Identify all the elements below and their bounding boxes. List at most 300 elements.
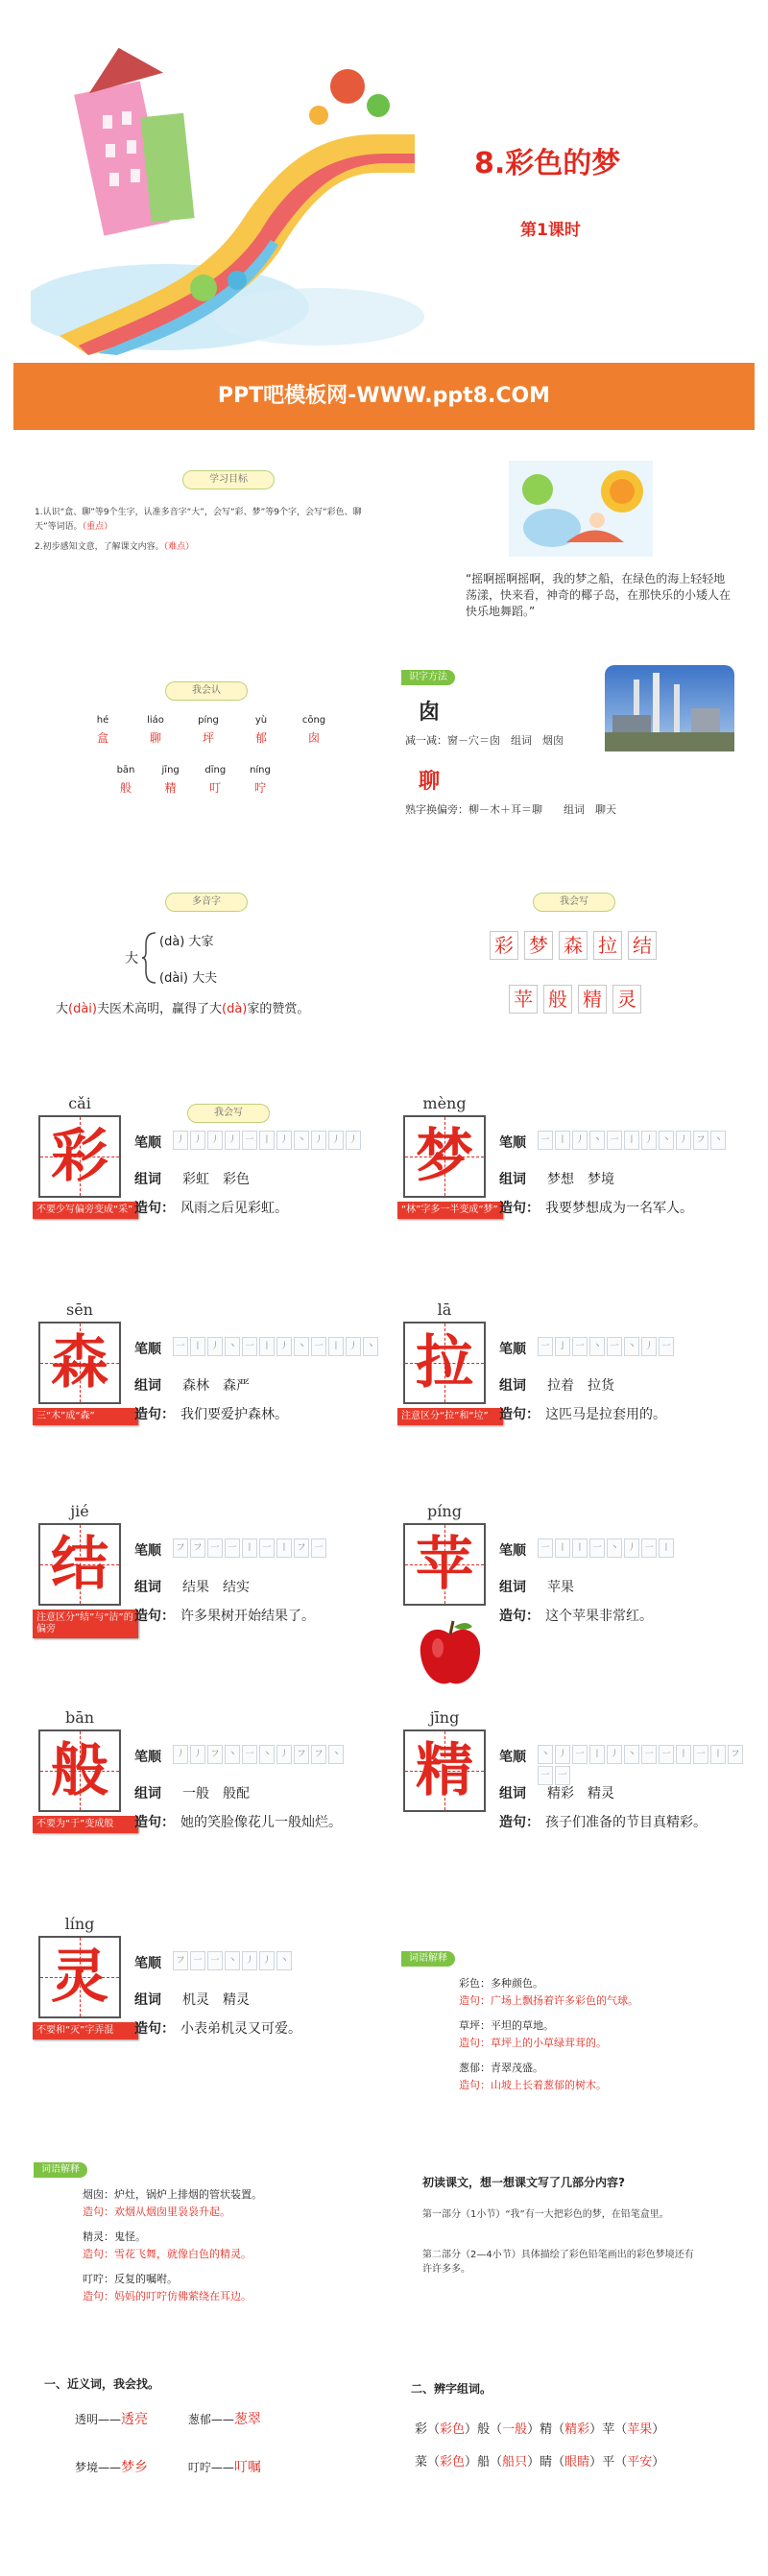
stroke-order-label: 笔顺 (499, 1543, 526, 1559)
stroke-step: 一 (225, 1538, 240, 1558)
stroke-step: 一 (555, 1766, 570, 1785)
stroke-step: 丿 (276, 1745, 292, 1764)
char-card (403, 1729, 486, 1812)
ps-e: 家的赞赏。 (247, 1002, 310, 1016)
stroke-step: 一 (607, 1131, 622, 1150)
stroke-step: 一 (572, 1745, 588, 1764)
stroke-step: 丿 (624, 1538, 639, 1558)
char-pinyin: líng (64, 1915, 95, 1933)
sentence-label: 造句： (499, 1407, 540, 1422)
words-value: 森林 森严 (182, 1378, 250, 1394)
stroke-step: 一 (207, 1538, 223, 1558)
char-glyph: 苹 (416, 1531, 473, 1598)
sentence-value: 我要梦想成为一名军人。 (545, 1201, 693, 1216)
write-box: 结 (628, 931, 657, 960)
char-pinyin: jīng (429, 1708, 460, 1727)
goals-tag: 学习目标 (182, 470, 275, 489)
char-note: 不要为“于”变成般 (33, 1816, 138, 1833)
explain-item (83, 2271, 371, 2305)
goals-line1-note: （重点） (82, 522, 113, 532)
recognize-pinyin: yù (254, 715, 268, 726)
char-pinyin: sēn (66, 1300, 93, 1319)
explain2-list (83, 2186, 371, 2313)
char-pinyin: píng (427, 1502, 462, 1520)
stroke-step: 丶 (276, 1951, 292, 1970)
stroke-step: 丶 (294, 1131, 309, 1150)
stroke-order (173, 1745, 384, 1766)
char-note: “林”字多一半变成“梦” (397, 1202, 503, 1219)
words-value: 拉着 拉货 (547, 1378, 614, 1394)
explain1-tag: 词语解释 (401, 1951, 455, 1967)
goals-line2-text: 2.初步感知文意，了解课文内容。 (35, 542, 164, 552)
recognize-char: 叮 (209, 781, 222, 795)
char-slide-2 (38, 1291, 384, 1483)
lesson-subtitle: 第1课时 (520, 221, 581, 240)
explain-example: 造句：妈妈的叮咛仿佛萦绕在耳边。 (83, 2290, 252, 2302)
ex2-word: 精彩 (564, 2422, 590, 2437)
polyphone-p2: (dài) 大夫 (159, 971, 218, 986)
stroke-step: 一 (607, 1337, 622, 1356)
stroke-order (538, 1538, 749, 1560)
goals-line2 (35, 540, 371, 555)
stroke-order-label: 笔顺 (134, 1543, 161, 1559)
ex1-row1 (75, 2409, 261, 2428)
words-value: 苹果 (547, 1580, 574, 1595)
write-box: 灵 (612, 985, 641, 1014)
explain-term: 草坪： (459, 2019, 491, 2032)
char-note: 不要和“灭”字弄混 (33, 2022, 138, 2039)
method-tag: 识字方法 (401, 670, 455, 685)
words-label: 组词 (499, 1786, 526, 1801)
explain-def: 反复的嘱咐。 (114, 2273, 178, 2285)
stroke-step: 丨 (276, 1538, 292, 1558)
method-line2: 熟字换偏旁：柳－木＋耳＝聊 组词 聊天 (405, 803, 616, 816)
explain-term: 叮咛： (83, 2273, 114, 2285)
write-box: 精 (578, 985, 607, 1014)
ex2-char: 般 (477, 2422, 491, 2437)
recognize-char: 般 (119, 781, 132, 795)
explain-term: 精灵： (83, 2230, 114, 2243)
reading-title: 初读课文，想一想课文写了几部分内容? (422, 2176, 625, 2189)
sentence-value: 许多果树开始结果了。 (180, 1609, 315, 1624)
stroke-step: 丿 (190, 1131, 205, 1150)
sentence-value: 这匹马是拉套用的。 (545, 1407, 666, 1422)
stroke-step: 丨 (328, 1337, 344, 1356)
stroke-step: 丶 (328, 1745, 344, 1764)
polyphone-p1: (dà) 大家 (159, 935, 214, 949)
stroke-order (173, 1337, 384, 1358)
banner-text: PPT吧模板网-WWW.ppt8.COM (217, 384, 551, 408)
words-value: 机灵 精灵 (182, 1992, 250, 2008)
stroke-step: 丶 (589, 1337, 605, 1356)
explain-item (459, 2017, 747, 2052)
stroke-step: 一 (242, 1745, 257, 1764)
ex1-d-label: 叮咛—— (187, 2461, 234, 2474)
stroke-step: 一 (589, 1538, 605, 1558)
ex1-c-label: 梦境—— (75, 2461, 122, 2474)
stroke-step: 丨 (624, 1131, 639, 1150)
stroke-step: 丶 (294, 1337, 309, 1356)
chimney-photo (605, 665, 734, 751)
stroke-step: フ (728, 1745, 743, 1764)
stroke-step: 丶 (225, 1745, 240, 1764)
char-card (38, 1729, 121, 1812)
stroke-step: 丨 (190, 1337, 205, 1356)
ex2-char: 睛 (540, 2455, 553, 2469)
ex1-row2 (75, 2457, 261, 2476)
words-label: 组词 (134, 1378, 161, 1394)
recognize-char: 盒 (96, 731, 108, 745)
stroke-step: 一 (572, 1337, 588, 1356)
stroke-order (173, 1131, 384, 1152)
stroke-order (173, 1951, 384, 1972)
stroke-step: 一 (259, 1538, 275, 1558)
polyphone-brace (142, 931, 157, 985)
char-note: 注意区分“结”与“洁”的偏旁 (33, 1610, 138, 1638)
char-card (403, 1523, 486, 1606)
stroke-step: 丶 (538, 1745, 553, 1764)
sentence-label: 造句： (499, 1815, 540, 1830)
words-label: 组词 (134, 1580, 161, 1595)
char-card (38, 1115, 121, 1198)
char-slide-8 (38, 1905, 384, 2097)
explain-term: 葱郁： (459, 2062, 491, 2074)
stroke-step: 丿 (311, 1131, 326, 1150)
char-card (38, 1523, 121, 1606)
words-value: 一般 般配 (182, 1786, 250, 1801)
sentence-value: 她的笑脸像花儿一般灿烂。 (180, 1815, 342, 1830)
char-glyph: 精 (416, 1737, 473, 1804)
stroke-step: 一 (190, 1951, 205, 1970)
char-card (403, 1322, 486, 1404)
char-glyph: 拉 (416, 1329, 473, 1396)
polyphone-sentence (56, 998, 309, 1016)
sentence-label: 造句： (134, 1609, 175, 1624)
char-slide-5 (403, 1492, 749, 1684)
stroke-step: 一 (538, 1538, 553, 1558)
reading-p1: 第一部分（1小节）“我”有一大把彩色的梦，在铅笔盒里。 (422, 2209, 669, 2220)
sentence-value: 孩子们准备的节目真精彩。 (545, 1815, 707, 1830)
explain-example: 造句：欢烟从烟囱里袅袅升起。 (83, 2206, 230, 2218)
stroke-step: 丿 (641, 1131, 657, 1150)
sentence-label: 造句： (499, 1609, 540, 1624)
recognize-char: 囱 (307, 731, 320, 745)
explain-def: 鬼怪。 (114, 2230, 146, 2243)
char-slide-6 (38, 1699, 384, 1891)
recognize-pinyin: níng (250, 765, 271, 775)
stroke-step: 丨 (710, 1745, 726, 1764)
write-box: 彩 (490, 931, 518, 960)
recognize-pinyin: dīng (204, 765, 227, 775)
stroke-order-label: 笔顺 (134, 1750, 161, 1765)
stroke-step: 丶 (624, 1745, 639, 1764)
char-pinyin: mèng (422, 1094, 467, 1112)
ex2-char: 平 (602, 2455, 615, 2469)
stroke-step: 丶 (624, 1337, 639, 1356)
char-note: 注意区分“拉”和“垃” (397, 1408, 503, 1425)
stroke-step: 丨 (659, 1538, 674, 1558)
write-box: 拉 (593, 931, 622, 960)
stroke-step: 丿 (207, 1131, 223, 1150)
ex2-grid (415, 2414, 664, 2479)
explain-term: 彩色： (459, 1977, 491, 1990)
stroke-step: 丿 (173, 1131, 188, 1150)
char-slide-7 (403, 1699, 749, 1891)
stroke-step: フ (173, 1951, 188, 1970)
stroke-step: 丿 (276, 1131, 292, 1150)
stroke-step: 一 (538, 1766, 553, 1785)
stroke-order-label: 笔顺 (134, 1956, 161, 1971)
stroke-step: 一 (207, 1951, 223, 1970)
stroke-step: 丿 (346, 1337, 361, 1356)
words-label: 组词 (134, 1992, 161, 2008)
stroke-order (538, 1745, 749, 1780)
write-row1 (490, 931, 662, 960)
stroke-step: 丿 (173, 1745, 188, 1764)
reading-p2: 第二部分（2—4小节）具体描绘了彩色铅笔画出的彩色梦境还有许许多多。 (422, 2250, 694, 2275)
ex1-b-label: 葱郁—— (187, 2413, 234, 2426)
stroke-step: フ (311, 1745, 326, 1764)
explain-example: 造句：雪花飞舞，就像白色的精灵。 (83, 2248, 252, 2260)
char-glyph: 般 (51, 1737, 108, 1804)
write-box: 森 (559, 931, 588, 960)
sentence-label: 造句： (134, 1815, 175, 1830)
write-row2 (509, 985, 647, 1014)
write-box: 苹 (509, 985, 538, 1014)
recognize-char: 咛 (253, 781, 266, 795)
stroke-step: 丶 (225, 1951, 240, 1970)
recognize-pinyin: bān (116, 765, 135, 775)
char-card (403, 1115, 486, 1198)
stroke-step: 丿 (207, 1337, 223, 1356)
char-pinyin: bān (64, 1708, 95, 1727)
ex1-a-value: 透亮 (121, 2412, 149, 2427)
sentence-value: 我们要爱护森林。 (180, 1407, 288, 1422)
stroke-step: 丨 (555, 1538, 570, 1558)
site-banner (13, 363, 755, 430)
stroke-order (173, 1538, 384, 1560)
char-pinyin: lā (437, 1300, 452, 1319)
ps-a: 大 (56, 1002, 69, 1016)
ps-d: (dà) (222, 1002, 248, 1016)
words-label: 组词 (499, 1172, 526, 1187)
stroke-step: 一 (659, 1745, 674, 1764)
stroke-order-label: 笔顺 (499, 1342, 526, 1357)
stroke-step: 丿 (346, 1131, 361, 1150)
title-slide (13, 29, 755, 346)
words-label: 组词 (499, 1580, 526, 1595)
char-glyph: 灵 (51, 1944, 108, 2011)
stroke-order (538, 1131, 749, 1152)
recognize-pinyin: cōng (301, 715, 326, 726)
sentence-value: 小表弟机灵又可爱。 (180, 2021, 301, 2037)
stroke-step: フ (190, 1538, 205, 1558)
ex1-c-value: 梦乡 (121, 2460, 149, 2475)
stroke-step: 一 (311, 1538, 326, 1558)
stroke-step: 丶 (363, 1337, 378, 1356)
char-pinyin: cǎi (68, 1094, 91, 1112)
stroke-step: 丨 (242, 1538, 257, 1558)
ex2-word: 一般 (502, 2422, 528, 2437)
stroke-step: 丿 (276, 1337, 292, 1356)
stroke-step: 丶 (259, 1745, 275, 1764)
stroke-step: 丶 (607, 1538, 622, 1558)
words-value: 彩虹 彩色 (182, 1172, 250, 1187)
words-value: 梦想 梦境 (547, 1172, 614, 1187)
method-line1: 减一减：窗－穴＝囱 组词 烟囱 (405, 734, 564, 747)
stroke-step: 丿 (190, 1745, 205, 1764)
explain-def: 平坦的草地。 (491, 2019, 554, 2032)
goals-line2-note: （难点） (163, 542, 195, 552)
stroke-step: 丿 (242, 1951, 257, 1970)
sentence-label: 造句： (134, 1201, 175, 1216)
lesson-title: 8.彩色的梦 (474, 147, 621, 180)
recognize-row2 (111, 765, 275, 796)
stroke-step: 丨 (555, 1131, 570, 1150)
stroke-step: 一 (641, 1745, 657, 1764)
dream-boat-illustration (509, 461, 653, 557)
explain-item (459, 2060, 747, 2094)
stroke-step: 丿 (259, 1951, 275, 1970)
stroke-step: 丿 (328, 1131, 344, 1150)
ex2-word: 彩色 (440, 2455, 466, 2469)
stroke-step: 丿 (555, 1745, 570, 1764)
char-card (38, 1322, 121, 1404)
ex2-word: 眼睛 (564, 2455, 590, 2469)
recognize-char: 精 (164, 781, 177, 795)
explain-def: 多种颜色。 (491, 1977, 543, 1990)
recognize-char: 聊 (149, 731, 161, 745)
ex2-word: 船只 (502, 2455, 528, 2469)
ex2-char: 精 (540, 2422, 553, 2437)
ex2-word: 苹果 (627, 2422, 653, 2437)
rainbow-road-illustration (31, 48, 434, 355)
stroke-order-label: 笔顺 (499, 1750, 526, 1765)
stroke-step: フ (693, 1131, 708, 1150)
ps-b: (dài) (68, 1002, 97, 1016)
stroke-step: 丿 (225, 1131, 240, 1150)
sentence-value: 这个苹果非常红。 (545, 1609, 653, 1624)
stroke-step: 丨 (589, 1745, 605, 1764)
ex1-title: 一、近义词，我会找。 (44, 2377, 160, 2391)
explain1-list (459, 1975, 747, 2102)
explain-item (459, 1975, 747, 2010)
ex1-d-value: 叮嘱 (233, 2460, 261, 2475)
goals-line1-text: 1.认识“盒、聊”等9个生字，认准多音字“大”，会写“彩、梦”等9个字，会写“彩色、聊天”等词语。 (35, 508, 362, 532)
stroke-step: 一 (173, 1337, 188, 1356)
explain2-tag: 词语解释 (34, 2162, 87, 2178)
char-glyph: 梦 (416, 1123, 473, 1190)
stroke-order (538, 1337, 749, 1358)
stroke-step: 丨 (676, 1745, 691, 1764)
recognize-pinyin: píng (198, 715, 219, 726)
recognize-pinyin: jīng (161, 765, 180, 775)
words-value: 精彩 精灵 (547, 1786, 614, 1801)
stroke-step: 丿 (641, 1337, 657, 1356)
stroke-step: 丨 (259, 1131, 275, 1150)
char-card (38, 1936, 121, 2018)
stroke-step: 一 (693, 1745, 708, 1764)
ex2-char: 苹 (602, 2422, 615, 2437)
stroke-order-label: 笔顺 (499, 1135, 526, 1151)
words-label: 组词 (134, 1172, 161, 1187)
stroke-step: 一 (242, 1337, 257, 1356)
write-box: 梦 (524, 931, 553, 960)
stroke-step: 一 (641, 1538, 657, 1558)
method-char1: 囱 (419, 701, 441, 725)
recognize-pinyin: liáo (147, 715, 164, 726)
explain-def: 青翠茂盛。 (491, 2062, 543, 2074)
ex2-char: 菜 (415, 2455, 428, 2469)
stroke-order-label: 笔顺 (134, 1135, 161, 1151)
char-glyph: 彩 (51, 1123, 108, 1190)
stroke-step: 丨 (259, 1337, 275, 1356)
ex2-row: 彩（彩色）般（一般）精（精彩）苹（苹果） (415, 2422, 665, 2437)
explain-example: 造句：草坪上的小草绿茸茸的。 (459, 2037, 607, 2049)
sentence-label: 造句： (134, 2021, 175, 2037)
sentence-value: 风雨之后见彩虹。 (180, 1201, 288, 1216)
char-glyph: 结 (51, 1531, 108, 1598)
stroke-step: 丶 (589, 1131, 605, 1150)
explain-example: 造句：山坡上长着葱郁的树木。 (459, 2079, 607, 2091)
stroke-step: 亅 (555, 1337, 570, 1356)
char-pinyin: jié (70, 1502, 89, 1520)
stroke-step: 一 (311, 1337, 326, 1356)
stroke-step: フ (294, 1538, 309, 1558)
ex2-word: 彩色 (440, 2422, 466, 2437)
stroke-step: 一 (538, 1131, 553, 1150)
stroke-step: フ (294, 1745, 309, 1764)
char-note: 三“木”成“森” (33, 1408, 138, 1425)
write-box: 般 (543, 985, 572, 1014)
apple-image (417, 1619, 484, 1690)
words-value: 结果 结实 (182, 1580, 250, 1595)
char-slide-3 (403, 1291, 749, 1483)
goals-line1 (35, 506, 371, 535)
char-glyph: 森 (51, 1329, 108, 1396)
ex2-row: 菜（彩色）船（船只）睛（眼睛）平（平安） (415, 2455, 665, 2469)
char-slide-1 (403, 1085, 749, 1276)
stroke-step: フ (173, 1538, 188, 1558)
recognize-pinyin: hé (96, 715, 109, 726)
ex2-title: 二、辨字组词。 (411, 2382, 492, 2396)
stroke-step: 丶 (710, 1131, 726, 1150)
polyphone-tag: 多音字 (165, 893, 248, 912)
stroke-step: 丶 (659, 1131, 674, 1150)
words-label: 组词 (499, 1378, 526, 1394)
sentence-label: 造句： (499, 1201, 540, 1216)
char-note: 不要少写偏旁变成“采” (33, 1202, 138, 1219)
stroke-step: 丨 (572, 1538, 588, 1558)
explain-def: 炉灶，锅炉上排烟的管状装置。 (114, 2188, 262, 2201)
recognize-tag: 我会认 (165, 681, 248, 701)
sentence-label: 造句： (134, 1407, 175, 1422)
explain-item (83, 2186, 371, 2221)
ps-c: 夫医术高明，赢得了大 (97, 1002, 223, 1016)
char-slide-4 (38, 1492, 384, 1684)
polyphone-char: 大 (125, 951, 138, 966)
ex2-char: 彩 (415, 2422, 428, 2437)
stroke-step: フ (207, 1745, 223, 1764)
recognize-char: 郁 (254, 731, 267, 745)
stroke-order-label: 笔顺 (134, 1342, 161, 1357)
explain-term: 烟囱： (83, 2188, 114, 2201)
stroke-step: 丿 (676, 1131, 691, 1150)
explain-example: 造句：广场上飘扬着许多彩色的气球。 (459, 1994, 638, 2007)
method-char2: 聊 (419, 770, 441, 794)
write-tag: 我会写 (533, 893, 615, 912)
ex1-a-label: 透明—— (75, 2413, 122, 2426)
